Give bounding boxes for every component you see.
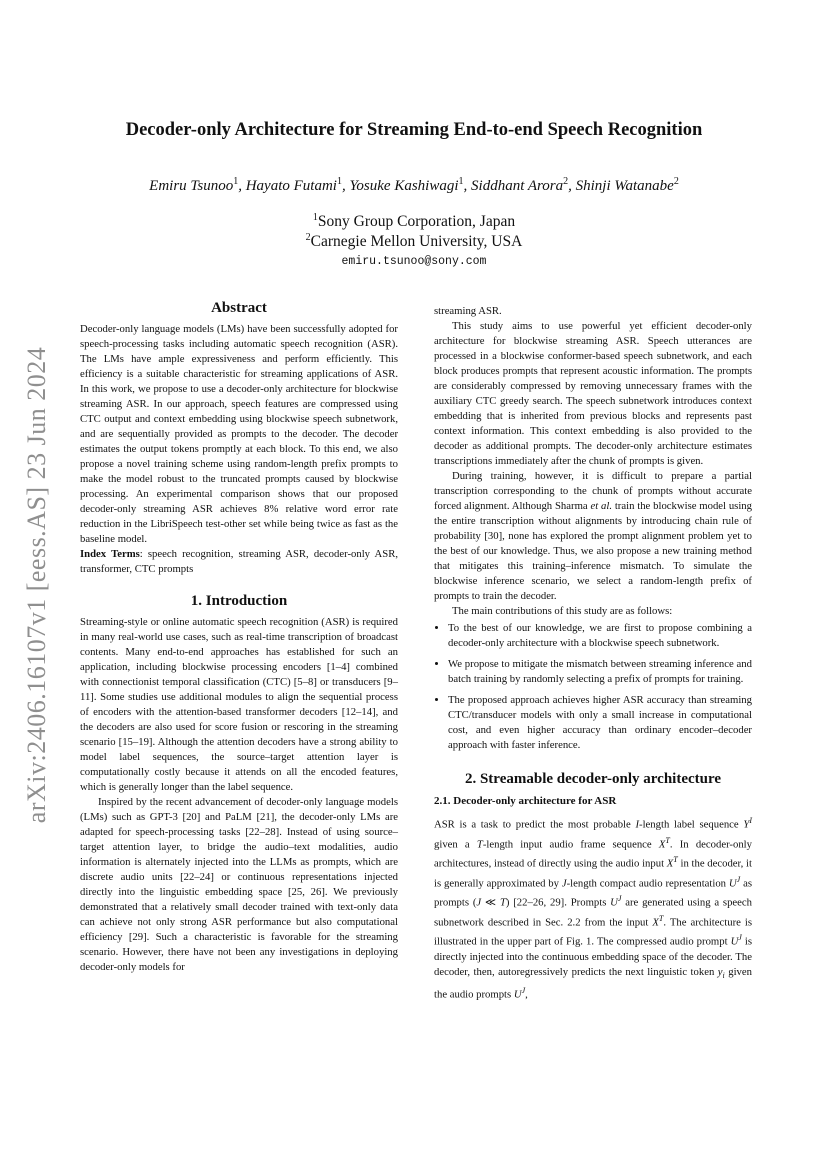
contact-email: emiru.tsunoo@sony.com bbox=[341, 255, 487, 268]
math-symbol: U bbox=[513, 988, 522, 1001]
math-symbol: Y bbox=[743, 818, 750, 831]
intro-paragraph-1: Streaming-style or online automatic speech recognition (ASR) is required in many real-world use cases, such as real-time transcription of broadcast contents. Many end-to-end approaches has established for such an application, including blockwise processing encoders [1–4] combined with connectionist temporal classification (CTC) [5–8] or transducers [9–11]. Some studies use additional modules to align the sequential process of encoders with the attention-based transformer decoders [12–14], and the decoders are also used for score fusion or rescoring in the streaming scenario [15–19]. Although the attention decoders have a strong ability to model label sequences, the source–target attention layer is computationally costly because it attends on all the encoded features, which is generally longer than the label sequence. bbox=[80, 616, 398, 793]
math-subscript: i bbox=[722, 971, 725, 981]
math-superscript: J bbox=[521, 986, 526, 996]
author: Emiru Tsunoo$^1$, bbox=[149, 176, 246, 194]
section-heading-introduction: 1. Introduction bbox=[190, 593, 288, 609]
intro-paragraph-2-continued: streaming ASR. bbox=[434, 305, 502, 317]
intro-paragraph-2: Inspired by the recent advancement of decoder-only language models (LMs) such as GPT-3 [20] and PaLM [21], the decoder-only LMs are adapted for speech-processing tasks [22–28]. Instead of using source–target attention layer, to bridge the audio–text modalities, audio information is alternately injected into the LLMs as prompts, which are discrete audio units [22–24] or continuous representations injected directly into the linguistic embedding space [25, 26]. We previously demonstrated that a relatively small decoder trained with text-only data can achieve not only strong ASR performance but also computational efficiency [29]. Such a characteristic is favorable for the streaming scenario. However, there have not been any investigations in deploying decoder-only models for bbox=[80, 796, 398, 973]
contributions-list bbox=[434, 621, 752, 753]
left-column bbox=[80, 298, 398, 975]
arxiv-stamp bbox=[22, 320, 52, 850]
math-superscript: T bbox=[673, 855, 678, 865]
abstract-heading: Abstract bbox=[211, 300, 267, 316]
math-superscript: T bbox=[665, 835, 670, 845]
math-symbol: U bbox=[728, 877, 737, 890]
section-heading-architecture: 2. Streamable decoder-only architecture bbox=[464, 771, 722, 787]
intro-paragraph-3: This study aims to use powerful yet efficient decoder-only architecture for blockwise streaming ASR. Speech utterances are processed in a blockwise conformer-based speech subnetwork, and each block produces prompts that represent acoustic information. The prompts are considerably compressed by removing unnecessary frames with the auxiliary CTC greedy search. The speech subnetwork introduces context embedding that is inherited from previous blocks and represents past context information. This context embedding is also provided to the decoder as additional prompts. The decoder-only architecture estimates transcriptions immediately after the chunk of prompts is given. bbox=[434, 320, 752, 467]
math-symbol: T bbox=[499, 896, 506, 909]
author: Shinji Watanabe$^2$ bbox=[575, 176, 679, 194]
affiliation-2: $^2$Carnegie Mellon University, USA bbox=[305, 232, 523, 251]
intro-paragraph-5: The main contributions of this study are as follows: bbox=[452, 605, 673, 617]
math-symbol: X bbox=[652, 916, 659, 929]
author: Hayato Futami$^1$, bbox=[245, 176, 350, 194]
arxiv-stamp-text: arXiv:2406.16107v1 [eess.AS] 23 Jun 2024 bbox=[22, 346, 51, 824]
author-list bbox=[80, 176, 748, 195]
math-superscript: J bbox=[738, 933, 742, 943]
math-symbol: y bbox=[717, 965, 723, 978]
list-item: • The proposed approach achieves higher ASR accuracy than streaming CTC/transducer models with only a small increase in computational cost, and even higher accuracy than ordinary encoder–decoder approach with faster inference. bbox=[448, 693, 752, 753]
math-symbol: U bbox=[610, 896, 618, 909]
affiliation-1: $^1$Sony Group Corporation, Japan bbox=[312, 212, 516, 231]
author: Siddhant Arora$^2$, bbox=[471, 176, 576, 194]
math-symbol: I bbox=[635, 818, 640, 831]
math-symbol: J bbox=[561, 877, 567, 890]
intro-paragraph-4: During training, however, it is difficult to prepare a partial transcription corresponding to the chunk of prompts without accurate forced alignment. Although Sharma et al. train the blockwise model using the entire transcription without alignments by introducing chain rule of probability [30], none has explored the prompt alignment problem yet to the best of our knowledge. Thus, we also propose a new training method that mitigates this training–inference mismatch. To simulate the blockwise inference scenario, we select a random-length prefix of prompts to train the decoder. bbox=[434, 470, 752, 602]
list-item: • To the best of our knowledge, we are first to propose combining a decoder-only architecture with a blockwise speech subnetwork. bbox=[448, 621, 752, 651]
math-symbol: J bbox=[476, 896, 482, 909]
math-symbol: X bbox=[658, 838, 666, 851]
math-symbol: U bbox=[730, 935, 739, 948]
math-superscript: T bbox=[658, 913, 664, 923]
subsection-heading: 2.1. Decoder-only architecture for ASR bbox=[434, 795, 617, 807]
asr-paragraph: ASR is a task to predict the most probable I-length label sequence $Y^I$ given a T-length input audio frame sequence $X^T$. In decoder-only architectures, instead of directly using the audio input $X^T$ in the decoder, it is generally approximated by J-length compact audio representation $U^J$ as prompts (J ≪ T) [22–26, 29]. Prompts $U^J$ are generated using a speech subnetwork described in Sec. 2.2 from the input $X^T$. The architecture is illustrated in the upper part of Fig. 1. The compressed audio prompt $U^J$ is directly injected into the continuous embedding space of the decoder. The decoder, then, autoregressively predicts the next linguistic token $y_i$ given the audio prompts $U^J$, bbox=[434, 816, 753, 1001]
author: Yosuke Kashiwagi$^1$, bbox=[349, 176, 472, 194]
index-terms: Index Terms: speech recognition, streaming ASR, decoder-only ASR, transformer, CTC prompts bbox=[80, 548, 399, 575]
math-symbol: T bbox=[476, 838, 483, 851]
abstract-text: Decoder-only language models (LMs) have been successfully adopted for speech-processing tasks including automatic speech recognition (ASR). The LMs have ample expressiveness and perform efficiently. This efficiency is a suitable characteristic for streaming applications of ASR. In this work, we propose to use a decoder-only architecture for blockwise streaming ASR. In our approach, speech features are compressed using CTC output and context embedding using blockwise speech subnetwork, and are sequentially provided as prompts to the decoder. The decoder estimates the output tokens promptly at each block. To this end, we also propose a novel training scheme using random-length prefix prompts to make the model robust to the truncated prompts caused by blockwise processing. An experimental comparison shows that our proposed decoder-only streaming ASR achieves 8% relative word error rate reduction in the LibriSpeech test-other set while being twice as fast as the baseline model. bbox=[80, 323, 398, 545]
paper-title: Decoder-only Architecture for Streaming End-to-end Speech Recognition bbox=[125, 120, 703, 140]
math-superscript: J bbox=[736, 874, 741, 884]
math-superscript: I bbox=[749, 816, 752, 825]
right-column bbox=[434, 304, 752, 1003]
math-superscript: J bbox=[617, 894, 622, 904]
list-item: • We propose to mitigate the mismatch between streaming inference and batch training by randomly selecting a prefix of prompts for training. bbox=[448, 657, 752, 687]
math-symbol: X bbox=[666, 857, 674, 870]
